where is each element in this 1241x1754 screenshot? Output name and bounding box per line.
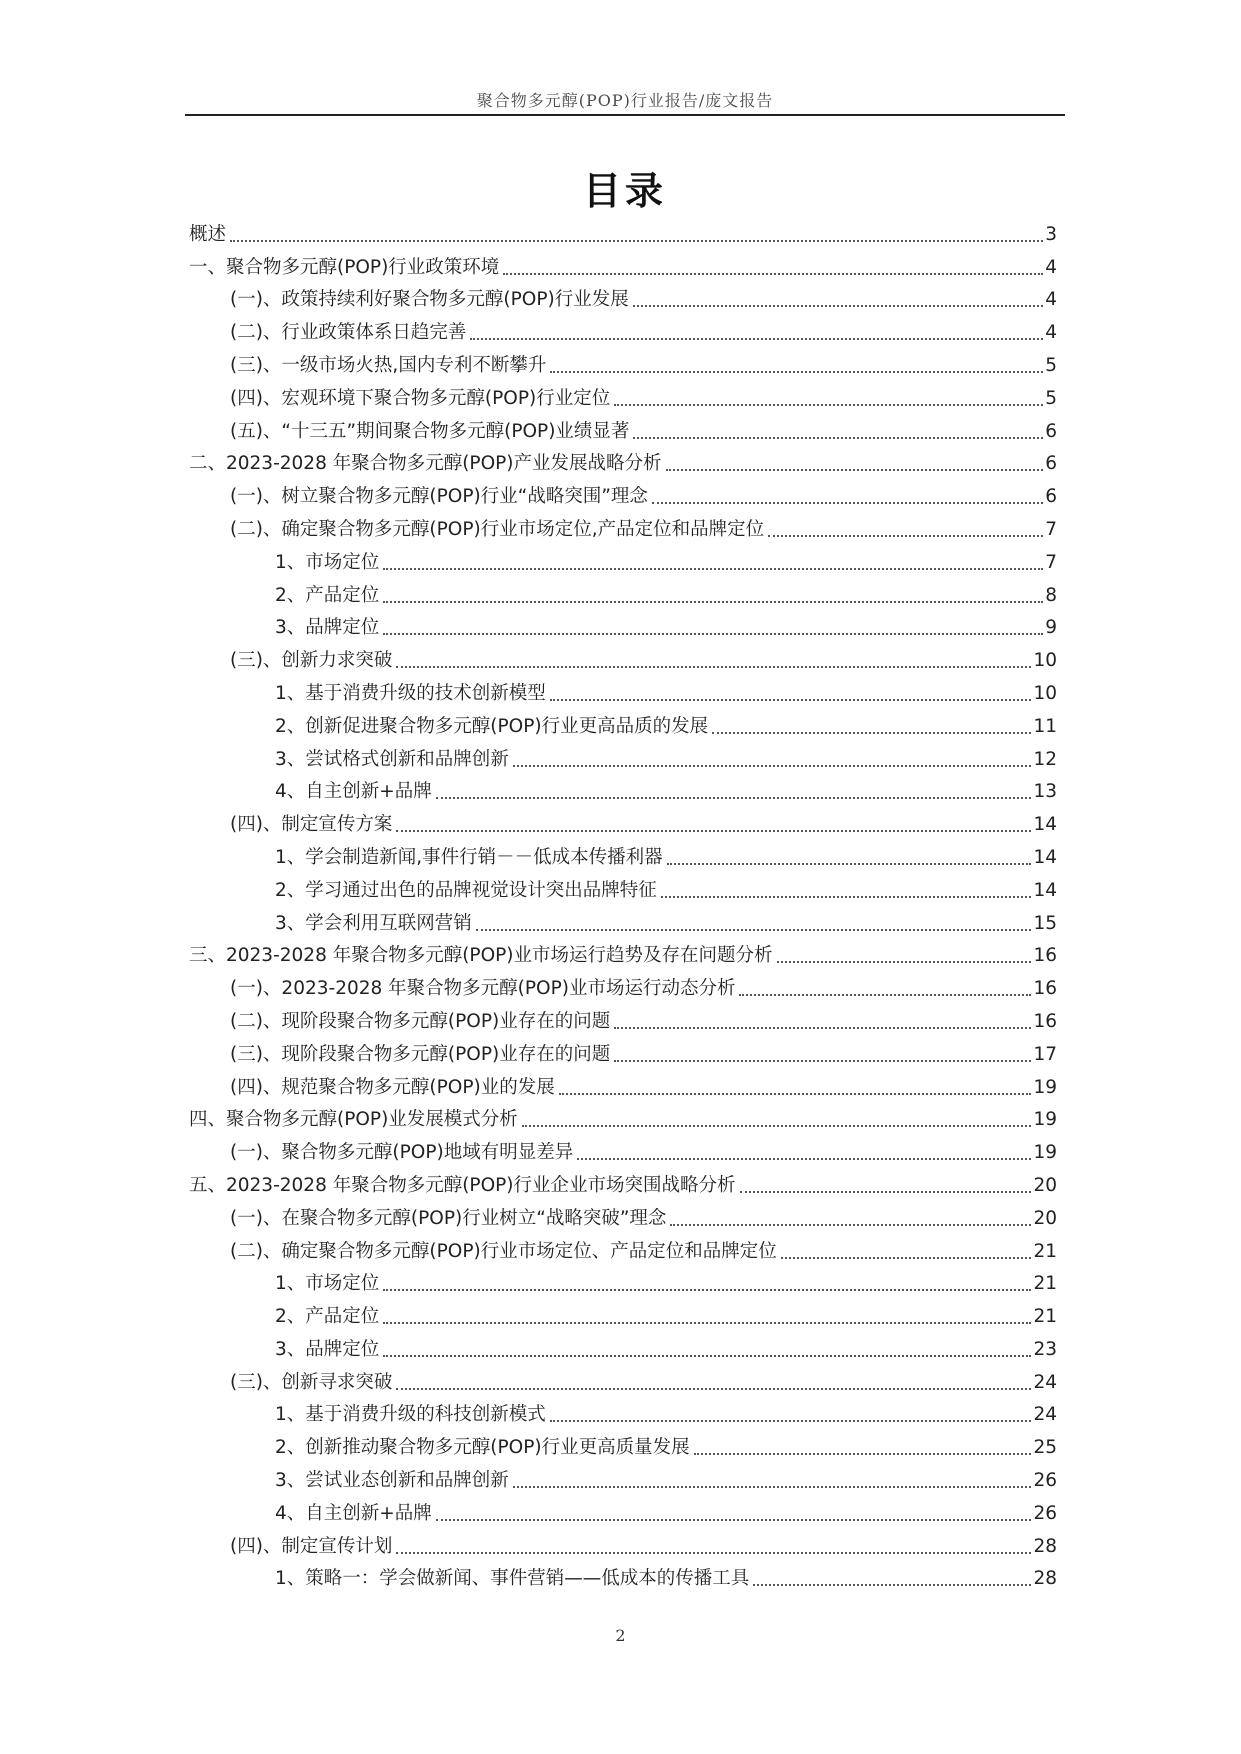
- dot-leader: [470, 338, 1043, 340]
- toc-entry-page: 5: [1045, 354, 1057, 376]
- toc-entry-title: 3、品牌定位: [275, 1338, 380, 1360]
- toc-entry-page: 15: [1033, 912, 1057, 934]
- table-of-contents: [189, 216, 1057, 1593]
- page-number: 2: [615, 1626, 626, 1645]
- dot-leader: [633, 305, 1043, 307]
- toc-entry[interactable]: [189, 282, 1057, 315]
- dot-leader: [781, 1257, 1032, 1259]
- toc-entry[interactable]: [189, 1036, 1057, 1069]
- dot-leader: [753, 1584, 1031, 1586]
- dot-leader: [550, 1420, 1032, 1422]
- dot-leader: [383, 633, 1043, 635]
- dot-leader: [522, 1125, 1032, 1127]
- toc-entry-title: (四)、制定宣传计划: [230, 1535, 393, 1557]
- toc-entry-title: 3、尝试格式创新和品牌创新: [275, 748, 509, 770]
- dot-leader: [396, 1552, 1031, 1554]
- toc-entry-title: 3、学会利用互联网营销: [275, 912, 472, 934]
- dot-leader: [383, 1355, 1031, 1357]
- toc-entry-title: (二)、确定聚合物多元醇(POP)行业市场定位、产品定位和品牌定位: [230, 1240, 777, 1262]
- dot-leader: [777, 961, 1032, 963]
- toc-entry-title: (三)、创新寻求突破: [230, 1371, 393, 1393]
- toc-entry-title: 1、策略一：学会做新闻、事件营销——低成本的传播工具: [275, 1568, 750, 1590]
- toc-entry-title: (四)、宏观环境下聚合物多元醇(POP)行业定位: [230, 387, 611, 409]
- toc-entry-page: 5: [1045, 387, 1057, 409]
- toc-entry-title: 3、品牌定位: [275, 617, 380, 639]
- toc-entry-page: 20: [1033, 1174, 1057, 1196]
- toc-entry-page: 4: [1045, 289, 1057, 311]
- toc-entry-page: 24: [1033, 1371, 1057, 1393]
- toc-entry-page: 19: [1033, 1076, 1057, 1098]
- dot-leader: [614, 404, 1043, 406]
- toc-entry[interactable]: [189, 1167, 1057, 1200]
- toc-entry-page: 14: [1033, 846, 1057, 868]
- running-header: 聚合物多元醇(POP)行业报告/庞文报告: [476, 91, 774, 110]
- toc-entry[interactable]: [189, 216, 1057, 249]
- toc-entry-page: 10: [1033, 650, 1057, 672]
- toc-entry-title: 四、聚合物多元醇(POP)业发展模式分析: [189, 1109, 518, 1131]
- dot-leader: [550, 371, 1043, 373]
- toc-entry[interactable]: [189, 511, 1057, 544]
- toc-entry-page: 16: [1033, 978, 1057, 1000]
- toc-entry-title: (三)、一级市场火热,国内专利不断攀升: [230, 354, 547, 376]
- dot-leader: [396, 830, 1031, 832]
- toc-entry[interactable]: [189, 872, 1057, 905]
- toc-entry-page: 12: [1033, 748, 1057, 770]
- toc-entry[interactable]: [189, 938, 1057, 971]
- toc-entry-page: 28: [1033, 1568, 1057, 1590]
- toc-entry-page: 16: [1033, 1010, 1057, 1032]
- toc-entry[interactable]: [189, 1561, 1057, 1594]
- toc-entry-title: (一)、在聚合物多元醇(POP)行业树立“战略突破”理念: [230, 1207, 667, 1229]
- toc-entry-page: 21: [1033, 1306, 1057, 1328]
- toc-entry-title: 4、自主创新+品牌: [275, 1502, 432, 1524]
- toc-entry-title: 1、学会制造新闻,事件行销－－低成本传播利器: [275, 846, 663, 868]
- toc-entry[interactable]: [189, 610, 1057, 643]
- toc-entry-title: 1、基于消费升级的科技创新模式: [275, 1404, 546, 1426]
- toc-entry-page: 25: [1033, 1437, 1057, 1459]
- toc-entry-page: 10: [1033, 682, 1057, 704]
- toc-entry[interactable]: [189, 1495, 1057, 1528]
- toc-title: 目录: [582, 168, 667, 213]
- toc-entry[interactable]: [189, 1397, 1057, 1430]
- toc-entry-title: (二)、行业政策体系日趋完善: [230, 322, 467, 344]
- toc-entry-page: 16: [1033, 945, 1057, 967]
- dot-leader: [383, 1289, 1031, 1291]
- toc-entry-title: 1、基于消费升级的技术创新模型: [275, 682, 546, 704]
- toc-entry-title: 三、2023-2028 年聚合物多元醇(POP)业市场运行趋势及存在问题分析: [189, 945, 773, 967]
- toc-entry-page: 24: [1033, 1404, 1057, 1426]
- toc-entry-page: 19: [1033, 1109, 1057, 1131]
- toc-entry[interactable]: [189, 970, 1057, 1003]
- toc-entry-page: 8: [1045, 584, 1057, 606]
- dot-leader: [633, 437, 1043, 439]
- toc-entry-page: 21: [1033, 1240, 1057, 1262]
- toc-entry[interactable]: [189, 1003, 1057, 1036]
- toc-entry[interactable]: [189, 839, 1057, 872]
- toc-entry-title: 2、学习通过出色的品牌视觉设计突出品牌特征: [275, 879, 657, 901]
- dot-leader: [436, 797, 1032, 799]
- dot-leader: [513, 765, 1032, 767]
- toc-entry[interactable]: [189, 314, 1057, 347]
- toc-entry-page: 14: [1033, 879, 1057, 901]
- toc-entry[interactable]: [189, 1069, 1057, 1102]
- dot-leader: [383, 1322, 1031, 1324]
- toc-entry[interactable]: [189, 806, 1057, 839]
- toc-entry[interactable]: [189, 380, 1057, 413]
- toc-entry-page: 13: [1033, 781, 1057, 803]
- toc-entry[interactable]: [189, 478, 1057, 511]
- dot-leader: [476, 929, 1032, 931]
- toc-entry[interactable]: [189, 544, 1057, 577]
- toc-entry-title: (三)、现阶段聚合物多元醇(POP)业存在的问题: [230, 1043, 611, 1065]
- toc-entry-title: 2、创新推动聚合物多元醇(POP)行业更高质量发展: [275, 1437, 690, 1459]
- toc-entry-title: (一)、政策持续利好聚合物多元醇(POP)行业发展: [230, 289, 629, 311]
- toc-entry[interactable]: [189, 675, 1057, 708]
- toc-entry-page: 26: [1033, 1502, 1057, 1524]
- dot-leader: [614, 1060, 1031, 1062]
- dot-leader: [694, 1453, 1032, 1455]
- dot-leader: [740, 1191, 1032, 1193]
- toc-entry-title: 五、2023-2028 年聚合物多元醇(POP)行业企业市场突围战略分析: [189, 1174, 736, 1196]
- toc-entry-title: (一)、聚合物多元醇(POP)地域有明显差异: [230, 1142, 574, 1164]
- toc-entry[interactable]: [189, 741, 1057, 774]
- toc-entry-page: 6: [1045, 486, 1057, 508]
- toc-entry[interactable]: [189, 577, 1057, 610]
- dot-leader: [577, 1158, 1031, 1160]
- dot-leader: [383, 568, 1043, 570]
- toc-entry-title: (四)、规范聚合物多元醇(POP)业的发展: [230, 1076, 555, 1098]
- dot-leader: [712, 732, 1031, 734]
- dot-leader: [667, 863, 1032, 865]
- dot-leader: [396, 666, 1031, 668]
- toc-entry[interactable]: [189, 1298, 1057, 1331]
- toc-entry-page: 23: [1033, 1338, 1057, 1360]
- dot-leader: [550, 699, 1032, 701]
- toc-entry-page: 7: [1045, 551, 1057, 573]
- toc-entry[interactable]: [189, 1134, 1057, 1167]
- toc-entry-page: 17: [1033, 1043, 1057, 1065]
- toc-entry[interactable]: [189, 1233, 1057, 1266]
- toc-entry-page: 19: [1033, 1142, 1057, 1164]
- dot-leader: [396, 1388, 1031, 1390]
- toc-entry[interactable]: [189, 774, 1057, 807]
- toc-entry[interactable]: [189, 1266, 1057, 1299]
- toc-entry-page: 9: [1045, 617, 1057, 639]
- toc-entry-page: 11: [1033, 715, 1057, 737]
- toc-entry[interactable]: [189, 1528, 1057, 1561]
- toc-entry-page: 6: [1045, 453, 1057, 475]
- toc-entry[interactable]: [189, 642, 1057, 675]
- toc-entry[interactable]: [189, 708, 1057, 741]
- toc-entry[interactable]: [189, 249, 1057, 282]
- toc-entry-page: 4: [1045, 256, 1057, 278]
- dot-leader: [768, 535, 1043, 537]
- dot-leader: [670, 1224, 1031, 1226]
- toc-entry-page: 20: [1033, 1207, 1057, 1229]
- toc-entry-title: (四)、制定宣传方案: [230, 814, 393, 836]
- toc-entry[interactable]: [189, 347, 1057, 380]
- toc-entry-page: 7: [1045, 518, 1057, 540]
- dot-leader: [652, 502, 1043, 504]
- toc-entry[interactable]: [189, 1429, 1057, 1462]
- toc-entry[interactable]: [189, 1331, 1057, 1364]
- dot-leader: [513, 1486, 1032, 1488]
- toc-entry-title: 一、聚合物多元醇(POP)行业政策环境: [189, 256, 500, 278]
- toc-entry-page: 26: [1033, 1470, 1057, 1492]
- dot-leader: [559, 1093, 1032, 1095]
- toc-entry-title: (二)、现阶段聚合物多元醇(POP)业存在的问题: [230, 1010, 611, 1032]
- toc-entry-page: 3: [1045, 223, 1057, 245]
- dot-leader: [666, 469, 1044, 471]
- toc-entry-title: (一)、2023-2028 年聚合物多元醇(POP)业市场运行动态分析: [230, 978, 736, 1000]
- toc-entry-title: 2、产品定位: [275, 584, 380, 606]
- toc-entry-title: 2、创新促进聚合物多元醇(POP)行业更高品质的发展: [275, 715, 709, 737]
- toc-entry-page: 28: [1033, 1535, 1057, 1557]
- toc-entry[interactable]: [189, 1364, 1057, 1397]
- toc-entry-title: 3、尝试业态创新和品牌创新: [275, 1470, 509, 1492]
- dot-leader: [739, 994, 1031, 996]
- header-divider: [185, 114, 1065, 116]
- dot-leader: [436, 1519, 1032, 1521]
- dot-leader: [661, 896, 1032, 898]
- toc-entry[interactable]: [189, 1462, 1057, 1495]
- toc-entry-page: 14: [1033, 814, 1057, 836]
- dot-leader: [230, 240, 1043, 242]
- toc-entry[interactable]: [189, 1102, 1057, 1135]
- toc-entry-title: 1、市场定位: [275, 551, 380, 573]
- toc-entry[interactable]: [189, 446, 1057, 479]
- toc-entry[interactable]: [189, 1200, 1057, 1233]
- toc-entry-page: 21: [1033, 1273, 1057, 1295]
- dot-leader: [503, 273, 1043, 275]
- toc-entry-title: (一)、树立聚合物多元醇(POP)行业“战略突围”理念: [230, 486, 648, 508]
- toc-entry-title: 1、市场定位: [275, 1273, 380, 1295]
- toc-entry-page: 4: [1045, 322, 1057, 344]
- toc-entry-title: 二、2023-2028 年聚合物多元醇(POP)产业发展战略分析: [189, 453, 662, 475]
- toc-entry-title: (二)、确定聚合物多元醇(POP)行业市场定位,产品定位和品牌定位: [230, 518, 765, 540]
- dot-leader: [614, 1027, 1031, 1029]
- toc-entry-page: 6: [1045, 420, 1057, 442]
- toc-entry-title: 4、自主创新+品牌: [275, 781, 432, 803]
- toc-entry-title: (五)、“十三五”期间聚合物多元醇(POP)业绩显著: [230, 420, 630, 442]
- dot-leader: [383, 601, 1043, 603]
- toc-entry-title: (三)、创新力求突破: [230, 650, 393, 672]
- toc-entry[interactable]: [189, 905, 1057, 938]
- toc-entry[interactable]: [189, 413, 1057, 446]
- toc-entry-title: 概述: [189, 223, 227, 245]
- toc-entry-title: 2、产品定位: [275, 1306, 380, 1328]
